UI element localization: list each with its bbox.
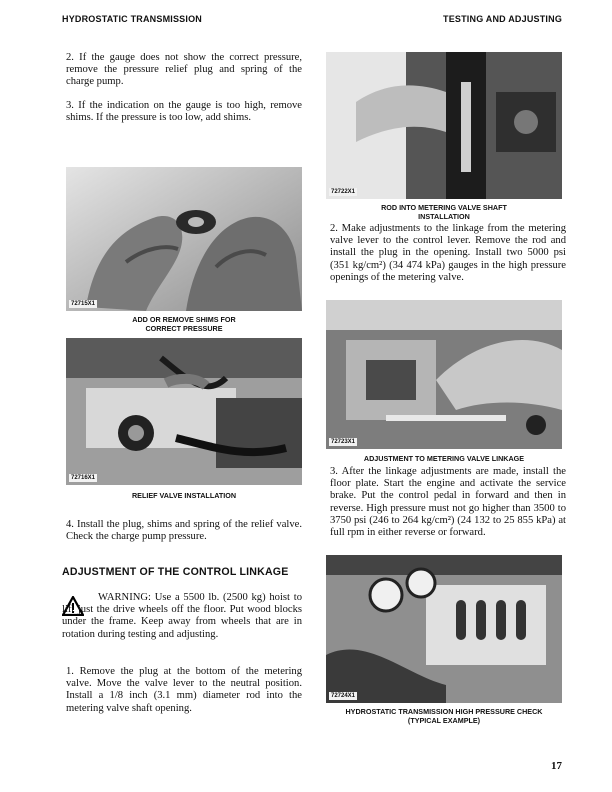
running-header-right: TESTING AND ADJUSTING	[443, 14, 563, 24]
caption-linkage-adjustment: ADJUSTMENT TO METERING VALVE LINKAGE	[363, 454, 525, 463]
running-header-left: HYDROSTATIC TRANSMISSION	[62, 14, 202, 24]
photo-tag: 72716X1	[71, 475, 96, 481]
caption-high-pressure-check	[326, 707, 562, 725]
hands-adjusting-shims-icon	[66, 167, 302, 311]
photo-tag: 72724X1	[331, 693, 356, 699]
step-4-install-plug: 4. Install the plug, shims and spring of the relief valve. Check the charge pump pressure.	[66, 519, 302, 543]
page-number: 17	[551, 760, 562, 772]
photo-tag: 72723X1	[331, 439, 356, 445]
photo-high-pressure-check	[326, 555, 562, 703]
caption-line: CORRECT PRESSURE	[145, 324, 223, 333]
photo-tag: 72715X1	[71, 301, 96, 307]
caption-relief-valve: RELIEF VALVE INSTALLATION	[131, 491, 237, 500]
photo-add-remove-shims	[66, 167, 302, 311]
photo-relief-valve	[66, 338, 302, 485]
relief-valve-icon	[66, 338, 302, 485]
caption-line: HYDROSTATIC TRANSMISSION HIGH PRESSURE CHECK	[345, 707, 543, 716]
caption-line: ROD INTO METERING VALVE SHAFT	[381, 203, 507, 212]
step-2-linkage-adjust: 2. Make adjustments to the linkage from the metering valve lever to the control lever. Remove the rod and install the plug in the opening. Install two 5000 psi (351 kg/cm²) (34 474 kPa) gauges in the high pressure openings of the metering valve.	[330, 223, 566, 283]
step-3-shims: 3. If the indication on the gauge is too high, remove shims. If the pressure is too low, add shims.	[66, 100, 302, 124]
step-2-gauge: 2. If the gauge does not show the correct pressure, remove the pressure relief plug and spring of the charge pump.	[66, 52, 302, 88]
caption-add-remove-shims	[66, 315, 302, 333]
caption-line: ADD OR REMOVE SHIMS FOR	[132, 315, 236, 324]
section-title-control-linkage: ADJUSTMENT OF THE CONTROL LINKAGE	[62, 566, 289, 578]
photo-metering-valve-rod	[326, 52, 562, 199]
step-3-check-pressure: 3. After the linkage adjustments are made, install the floor plate. Start the engine and activate the service brake. Put the control pedal in forward and then in reverse. High pressure must not go higher than 3500 to 3750 psi (246 to 264 kg/cm²) (24 132 to 25 855 kPa) at full rpm in either reverse or forward.	[330, 466, 566, 539]
metering-valve-rod-icon	[326, 52, 562, 199]
photo-tag: 72722X1	[331, 189, 356, 195]
photo-linkage-adjustment	[326, 300, 562, 449]
warning-text: WARNING: Use a 5500 lb. (2500 kg) hoist to lift just the drive wheels off the floor. Put wood blocks under the frame. Keep away from wheels that are in rotation during testing and adjusting.	[62, 592, 302, 640]
step-1-remove-plug: 1. Remove the plug at the bottom of the metering valve. Move the valve lever to the neutral position. Install a 1/8 inch (3.1 mm) diameter rod into the metering valve shaft opening.	[66, 666, 302, 714]
caption-line: INSTALLATION	[418, 212, 470, 221]
linkage-adjustment-icon	[326, 300, 562, 449]
pressure-gauges-icon	[326, 555, 562, 703]
caption-metering-valve-rod	[326, 203, 562, 221]
caption-line: (TYPICAL EXAMPLE)	[407, 716, 481, 725]
